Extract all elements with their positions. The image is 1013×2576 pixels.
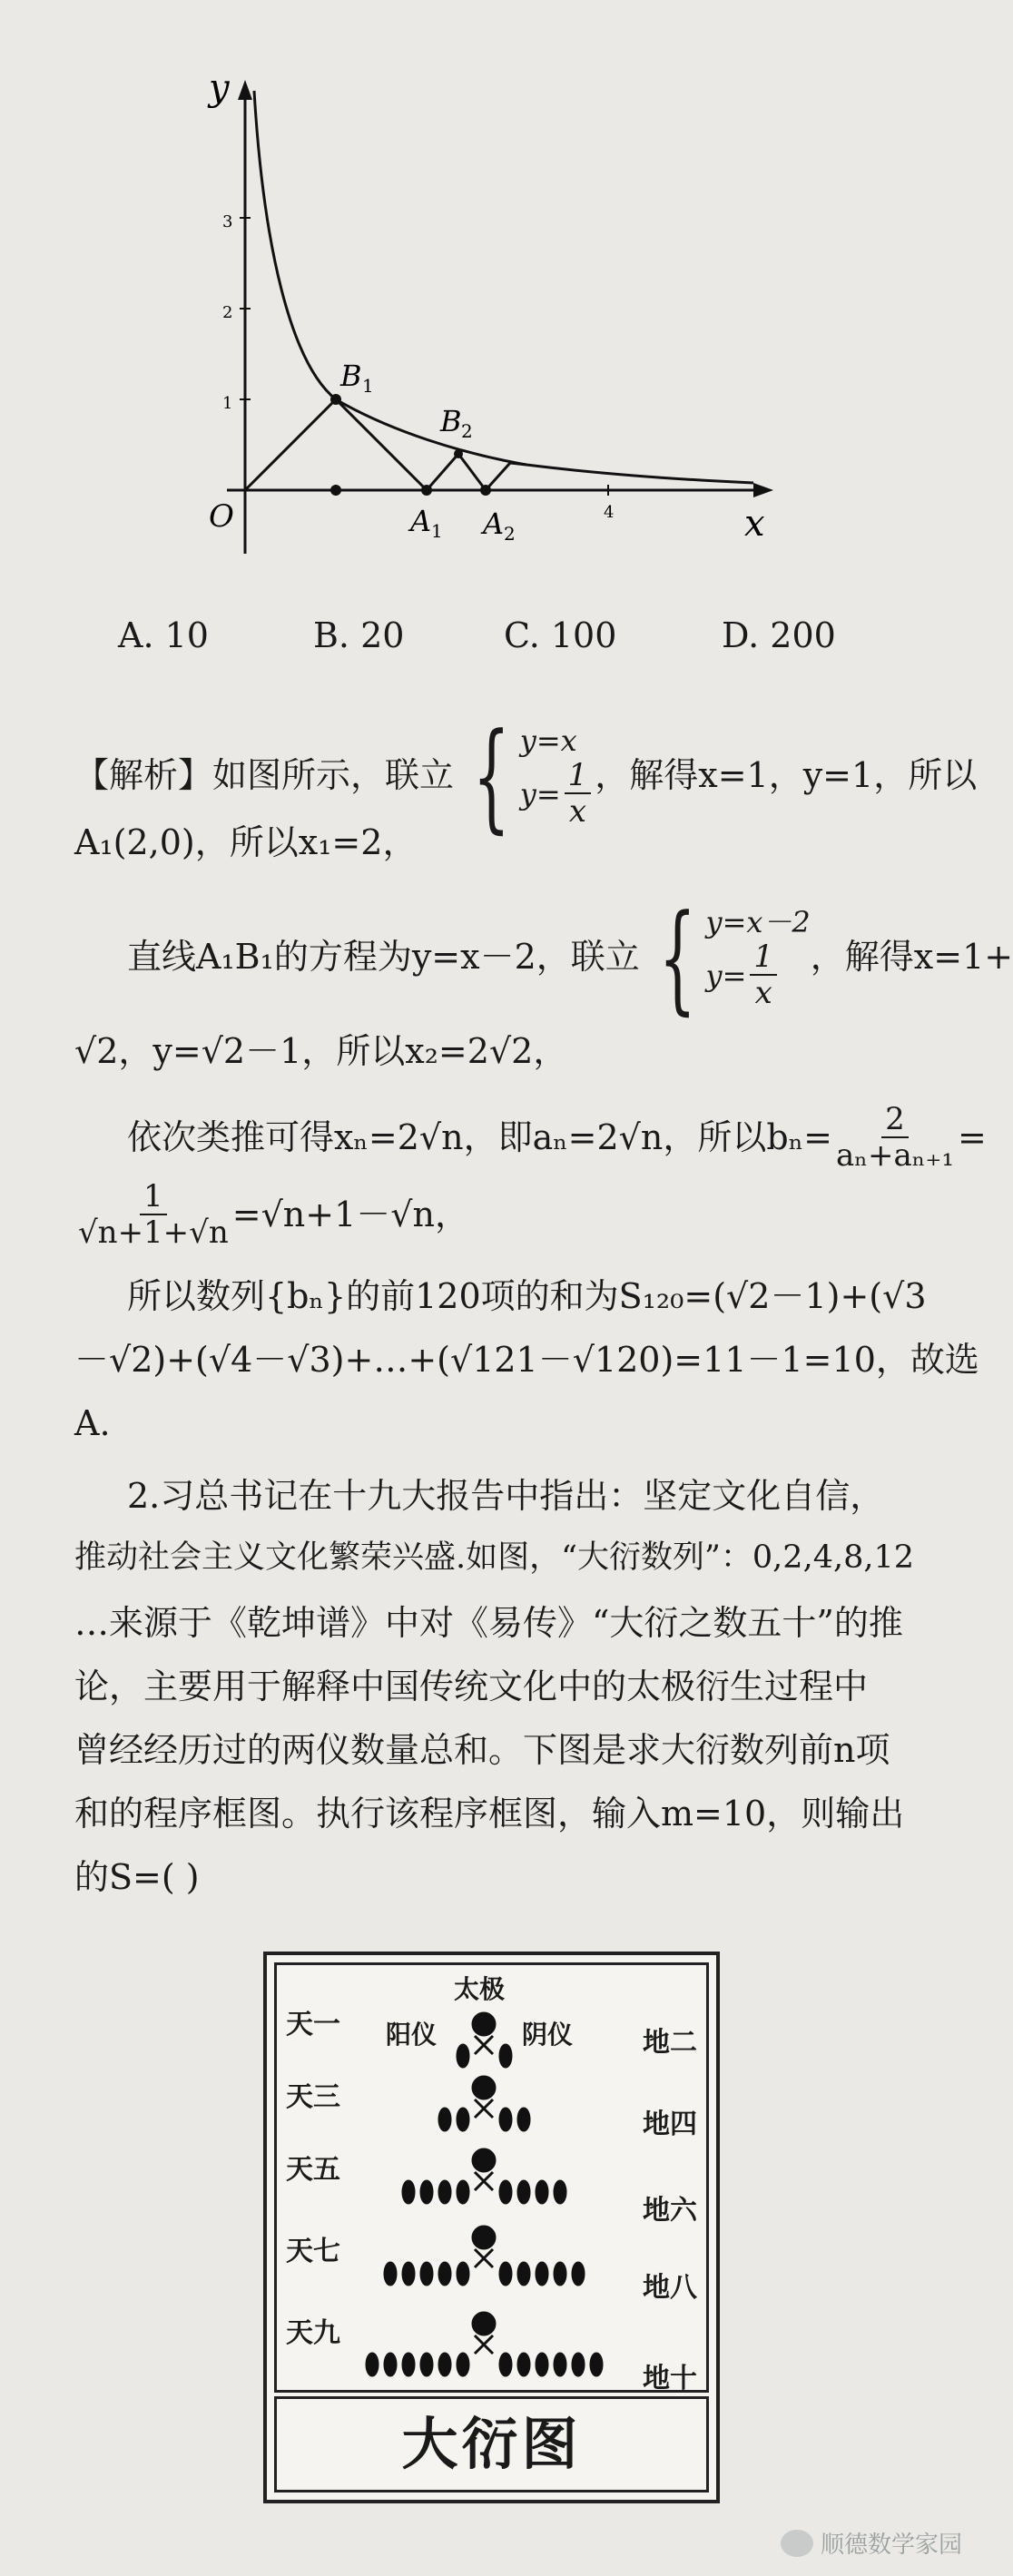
y-tick-label-1: 1 (222, 394, 233, 413)
choice-c: C. 100 (504, 615, 617, 655)
solution-line-3-prefix: 直线A₁B₁的方程为y=x－2，联立 (127, 937, 640, 978)
left-label-2: 天三 (286, 2081, 340, 2113)
brace-1: { (472, 707, 511, 845)
right-label-4: 地八 (643, 2272, 697, 2304)
system-1 (454, 707, 595, 845)
system-2-frac-num: 1 (750, 940, 777, 976)
left-label-4: 天七 (286, 2236, 340, 2267)
y-tick-label-2: 2 (222, 303, 233, 322)
left-label-5: 天九 (286, 2317, 340, 2349)
y-axis-label: y (209, 67, 230, 109)
solution-line-6 (74, 1180, 946, 1251)
right-label-2: 地四 (643, 2109, 697, 2140)
left-label-3: 天五 (286, 2154, 340, 2186)
line6-frac-num: 1 (140, 1180, 167, 1215)
solution-line-6-suffix: =√n+1－√n， (231, 1195, 469, 1235)
segment-A2B3 (486, 463, 526, 490)
q2-line-2: 推动社会主义文化繁荣兴盛.如图，“大衍数列”：0,2,4,8,12 (74, 1539, 915, 1576)
label-A2-sub: 2 (504, 523, 516, 545)
q2-line-4: 论，主要用于解释中国传统文化中的太极衍生过程中 (74, 1667, 869, 1706)
q2-line-1: 2.习总书记在十九大报告中指出：坚定文化自信， (127, 1476, 885, 1516)
system-2-frac-den: x (754, 975, 772, 1012)
label-B2: B (440, 404, 462, 438)
tier-5 (367, 2313, 602, 2375)
right-label-3: 地六 (643, 2195, 697, 2227)
x-tick-label-4: 4 (604, 503, 615, 522)
q2-line-6: 和的程序框图。执行该程序框图，输入m=10，则输出 (74, 1794, 905, 1834)
left-label-1: 天一 (286, 2009, 340, 2040)
solution-line-2: A₁(2,0)，所以x₁=2， (74, 822, 418, 862)
choice-a: A. 10 (118, 615, 209, 655)
q2-line-3: …来源于《乾坤谱》中对《易传》“大衍之数五十”的推 (74, 1603, 903, 1643)
choice-d: D. 200 (722, 615, 836, 655)
solution-line-8: －√2)+(√4－√3)+…+(√121－√120)=11－1=10，故选 (74, 1340, 979, 1380)
brace-2: { (658, 889, 696, 1027)
right-label-5: 地十 (643, 2363, 697, 2394)
watermark-text: 顺德数学家园 (820, 2532, 962, 2559)
solution-line-1-prefix: 【解析】如图所示，联立 (74, 755, 455, 796)
tier-4 (385, 2227, 584, 2285)
taiji-label: 太极 (454, 1974, 506, 2004)
label-B1-sub: 1 (362, 375, 374, 397)
tier-2 (439, 2077, 529, 2130)
line5-frac-den: aₙ+aₙ₊₁ (835, 1137, 955, 1175)
solution-line-3 (127, 889, 1013, 1027)
tier-1 (457, 2013, 511, 2067)
dayan-pattern (277, 1965, 704, 2392)
solution-line-9: A. (74, 1403, 111, 1443)
solution-line-3-suffix: ，解得x=1+ (810, 937, 1013, 978)
solution-line-4: √2，y=√2－1，所以x₂=2√2， (74, 1031, 568, 1071)
y-tick-label-3: 3 (222, 212, 233, 231)
solution-line-1-suffix: ，解得x=1，y=1，所以 (595, 755, 978, 796)
x-axis-label: x (744, 503, 765, 545)
dayan-diagram-title: 大衍图 (274, 2396, 709, 2492)
line5-frac-num: 2 (881, 1103, 909, 1138)
point-A2 (480, 485, 491, 496)
line6-frac-den: √n+1+√n (78, 1214, 229, 1252)
origin-label: O (209, 498, 234, 535)
q2-line-7: 的S=( ) (74, 1857, 200, 1897)
y-axis-arrow (238, 80, 252, 100)
solution-line-5-prefix: 依次类推可得xₙ=2√n，即aₙ=2√n，所以bₙ= (127, 1117, 832, 1158)
label-A1-sub: 1 (431, 520, 443, 542)
choice-b: B. 20 (313, 615, 405, 655)
hyperbola-curve (254, 91, 753, 483)
segment-OB1A1 (245, 399, 427, 490)
solution-line-5 (127, 1103, 998, 1174)
system-2 (640, 889, 811, 1027)
x-axis-arrow (753, 483, 773, 497)
system-2-top: y=x－2 (705, 904, 811, 939)
system-1-frac-num: 1 (565, 759, 592, 794)
function-graph (163, 64, 799, 572)
wechat-icon (781, 2530, 813, 2557)
segment-A1B2A2 (427, 454, 486, 490)
point-B1 (330, 394, 341, 405)
right-label-1: 地二 (643, 2027, 697, 2059)
system-1-bottom-y: y= (519, 776, 561, 811)
label-A1: A (410, 504, 432, 538)
solution-line-5-suffix: = (958, 1117, 987, 1158)
q2-line-5: 曾经经历过的两仪数量总和。下图是求大衍数列前n项 (74, 1730, 890, 1770)
system-1-frac-den: x (568, 793, 587, 831)
watermark (781, 2526, 962, 2560)
yinyi-label: 阴仪 (522, 2020, 574, 2050)
label-A2: A (483, 506, 505, 541)
tier-3 (403, 2149, 566, 2203)
point-A1 (421, 485, 432, 496)
solution-line-7: 所以数列{bₙ}的前120项的和为S₁₂₀=(√2－1)+(√3 (127, 1276, 927, 1316)
point-x1 (330, 485, 341, 496)
dayan-diagram-panel (274, 1962, 709, 2393)
yangyi-label: 阳仪 (386, 2020, 438, 2050)
dayan-diagram (263, 1952, 720, 2503)
label-B1: B (340, 359, 362, 393)
label-B2-sub: 2 (461, 420, 473, 442)
system-1-top: y=x (519, 723, 577, 758)
point-B2 (454, 449, 463, 458)
system-2-bottom-y: y= (705, 958, 747, 993)
